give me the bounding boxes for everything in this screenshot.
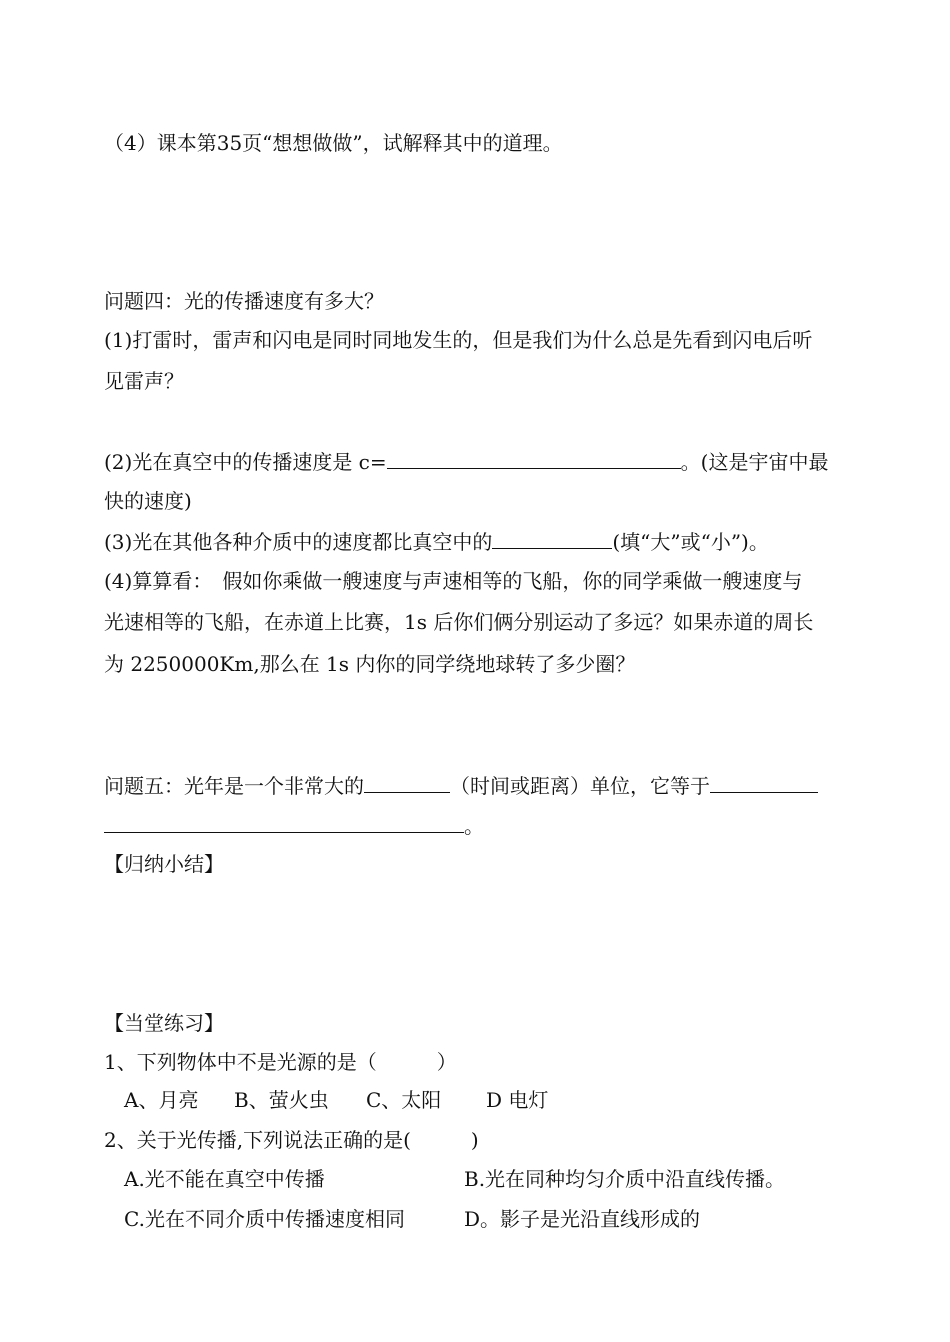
- compare-speed-blank[interactable]: [492, 526, 612, 549]
- question-4-title: 问题四：光的传播速度有多大？: [104, 289, 384, 313]
- practice-question-2-option-b[interactable]: B.光在同种均匀介质中沿直线传播。: [464, 1167, 786, 1191]
- question-4-part-1-line-2: 见雷声？: [104, 369, 184, 393]
- speed-of-light-blank[interactable]: [387, 446, 681, 469]
- question-4-part-4-line-1: (4)算算看： 假如你乘做一艘速度与声速相等的飞船，你的同学乘做一艘速度与: [104, 569, 803, 593]
- question-4-part-3-prefix: (3)光在其他各种介质中的速度都比真空中的: [104, 530, 493, 554]
- question-4-part-2-suffix: 。(这是宇宙中最: [680, 450, 829, 474]
- light-year-definition-blank-1[interactable]: [710, 770, 818, 793]
- question-4-part-3: [104, 526, 769, 556]
- question-4-part-1-line-1: (1)打雷时，雷声和闪电是同时同地发生的，但是我们为什么总是先看到闪电后听: [104, 328, 813, 352]
- practice-question-2-option-a[interactable]: A.光不能在真空中传播: [124, 1167, 325, 1191]
- question-4-part-2-line-2: 快的速度): [104, 489, 192, 513]
- question-5-line-1: [104, 770, 818, 800]
- practice-question-2-option-d[interactable]: D。影子是光沿直线形成的: [464, 1207, 701, 1231]
- question-5-end: 。: [464, 814, 484, 838]
- question-4-part-2-line-1: [104, 446, 828, 476]
- question-4-part-4-line-2: 光速相等的飞船，在赤道上比赛，1s 后你们俩分别运动了多远？如果赤道的周长: [104, 610, 814, 634]
- practice-heading: 【当堂练习】: [104, 1011, 224, 1035]
- practice-question-1-option-d[interactable]: D 电灯: [486, 1088, 549, 1112]
- practice-question-1-option-b[interactable]: B、萤火虫: [234, 1088, 329, 1112]
- question-4-part-2-prefix: (2)光在真空中的传播速度是 c=: [104, 450, 387, 474]
- practice-question-1-option-a[interactable]: A、月亮: [124, 1088, 199, 1112]
- question-5-prefix: 问题五：光年是一个非常大的: [104, 774, 364, 798]
- practice-question-2-option-c[interactable]: C.光在不同介质中传播速度相同: [124, 1207, 405, 1231]
- summary-heading: 【归纳小结】: [104, 852, 224, 876]
- practice-question-1-option-c[interactable]: C、太阳: [366, 1088, 442, 1112]
- item-4-text: （4）课本第35页“想想做做”，试解释其中的道理。: [104, 131, 563, 155]
- question-4-part-4-line-3: 为 2250000Km,那么在 1s 内你的同学绕地球转了多少圈？: [104, 652, 636, 676]
- question-5-middle: （时间或距离）单位，它等于: [450, 774, 710, 798]
- question-4-part-3-suffix: (填“大”或“小”)。: [612, 530, 769, 554]
- light-year-definition-blank-2[interactable]: [104, 810, 464, 833]
- question-5-line-2: [104, 810, 484, 840]
- practice-question-2: 2、关于光传播,下列说法正确的是( ): [104, 1128, 479, 1152]
- unit-type-blank[interactable]: [364, 770, 450, 793]
- practice-question-1: 1、下列物体中不是光源的是（ ）: [104, 1050, 457, 1074]
